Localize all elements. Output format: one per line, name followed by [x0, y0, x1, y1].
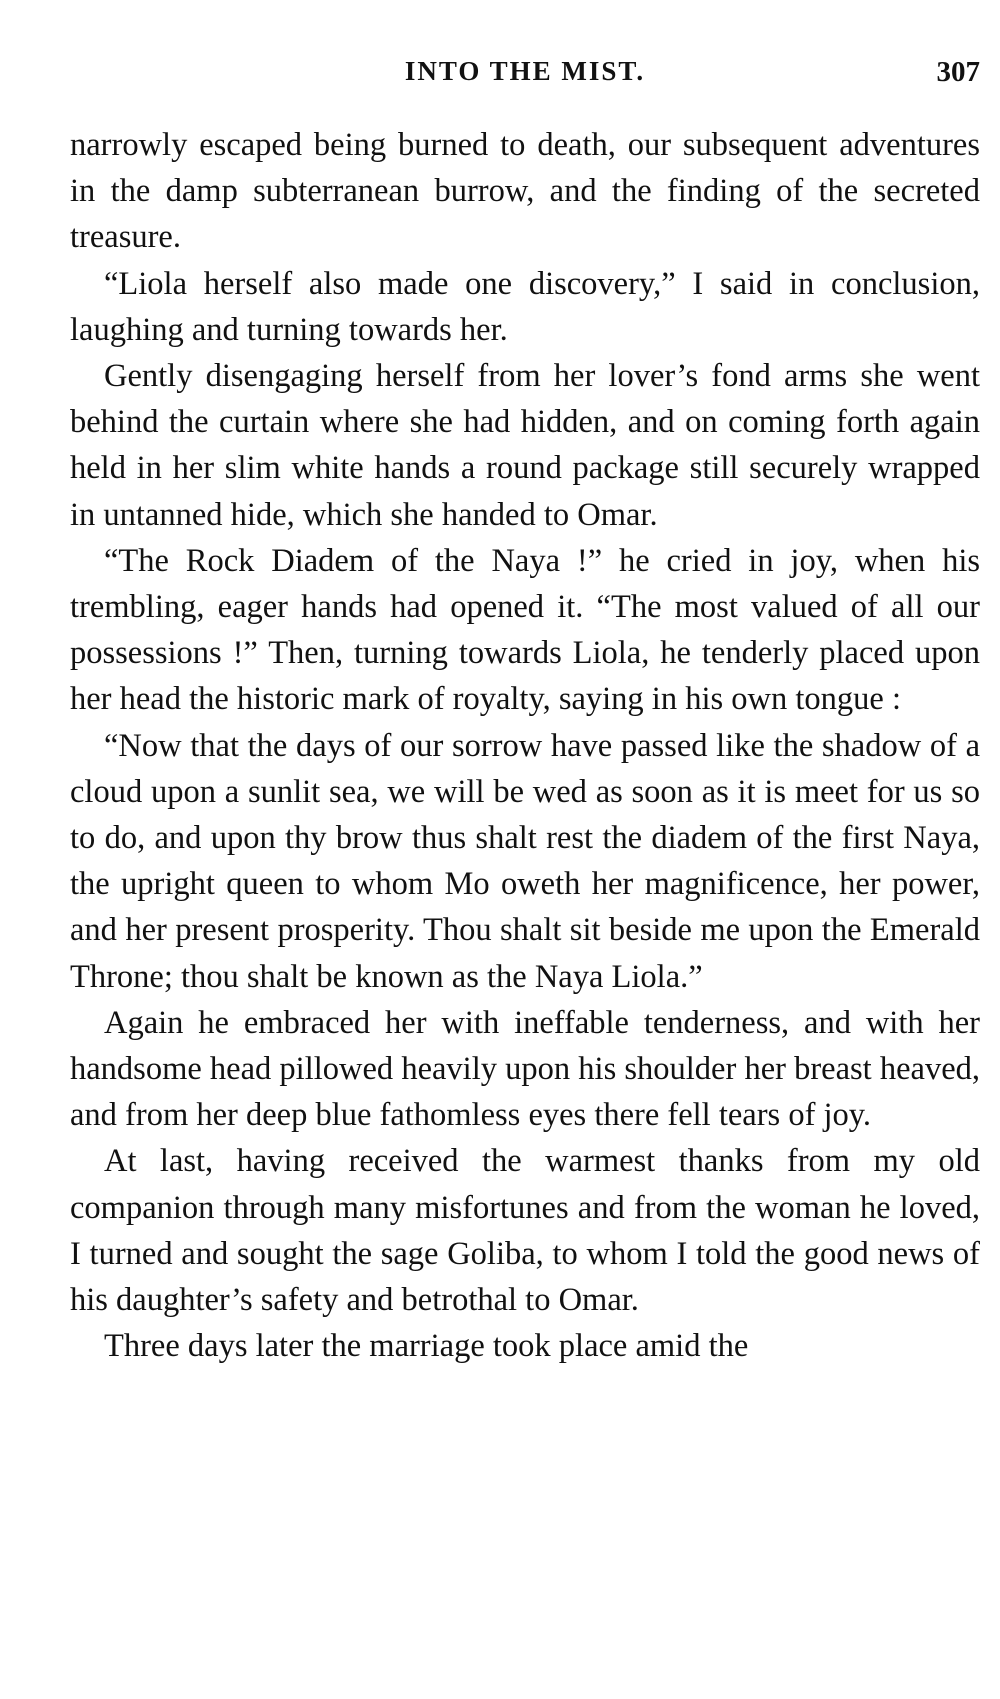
paragraph: Three days later the marriage took place amid the [104, 1328, 749, 1365]
paragraph: “Now that the days of our sorrow have passed like the shadow of a cloud upon a sunlit sea, we will be wed as soon as it is meet for us so to do, and upon thy brow thus shalt rest the diadem of the first Naya, the upright queen to whom Mo oweth her magnificence, her power, and her present prosperity. Thou shalt sit beside me upon the Emerald Throne; thou shalt be known as the Naya Liola.” [70, 727, 980, 995]
paragraph: “The Rock Diadem of the Naya !” he cried in joy, when his trembling, eager hands had opened it. “The most valued of all our possessions !” Then, turning towards Liola, he tenderly placed upon her head the historic mark of royalty, saying in his own tongue : [70, 542, 980, 718]
paragraph: Again he embraced her with ineffable tenderness, and with her handsome head pillowed heavily upon his shoulder her breast heaved, and from her deep blue fathomless eyes there fell tears of joy. [70, 1004, 980, 1134]
running-title: INTO THE MIST. [404, 56, 646, 86]
paragraph: Gently disengaging herself from her lover’s fond arms she went behind the curtain where she had hidden, and on coming forth again held in her slim white hands a round package still securely wrapped in untanned hide, which she handed to Omar. [70, 358, 980, 533]
paragraph: narrowly escaped being burned to death, our subsequent adventures in the damp subterranean burrow, and the finding of the secreted treasure. [70, 127, 980, 256]
paragraph: At last, having received the warmest thanks from my old companion through many misfortunes and from the woman he loved, I turned and sought the sage Goliba, to whom I told the good news of his daughter’s safety and betrothal to Omar. [70, 1143, 980, 1319]
paragraph: “Liola herself also made one discovery,” I said in conclusion, laughing and turning towards her. [70, 265, 980, 348]
body-text [70, 122, 980, 1369]
running-head [70, 56, 980, 96]
page-number: 307 [936, 56, 980, 88]
